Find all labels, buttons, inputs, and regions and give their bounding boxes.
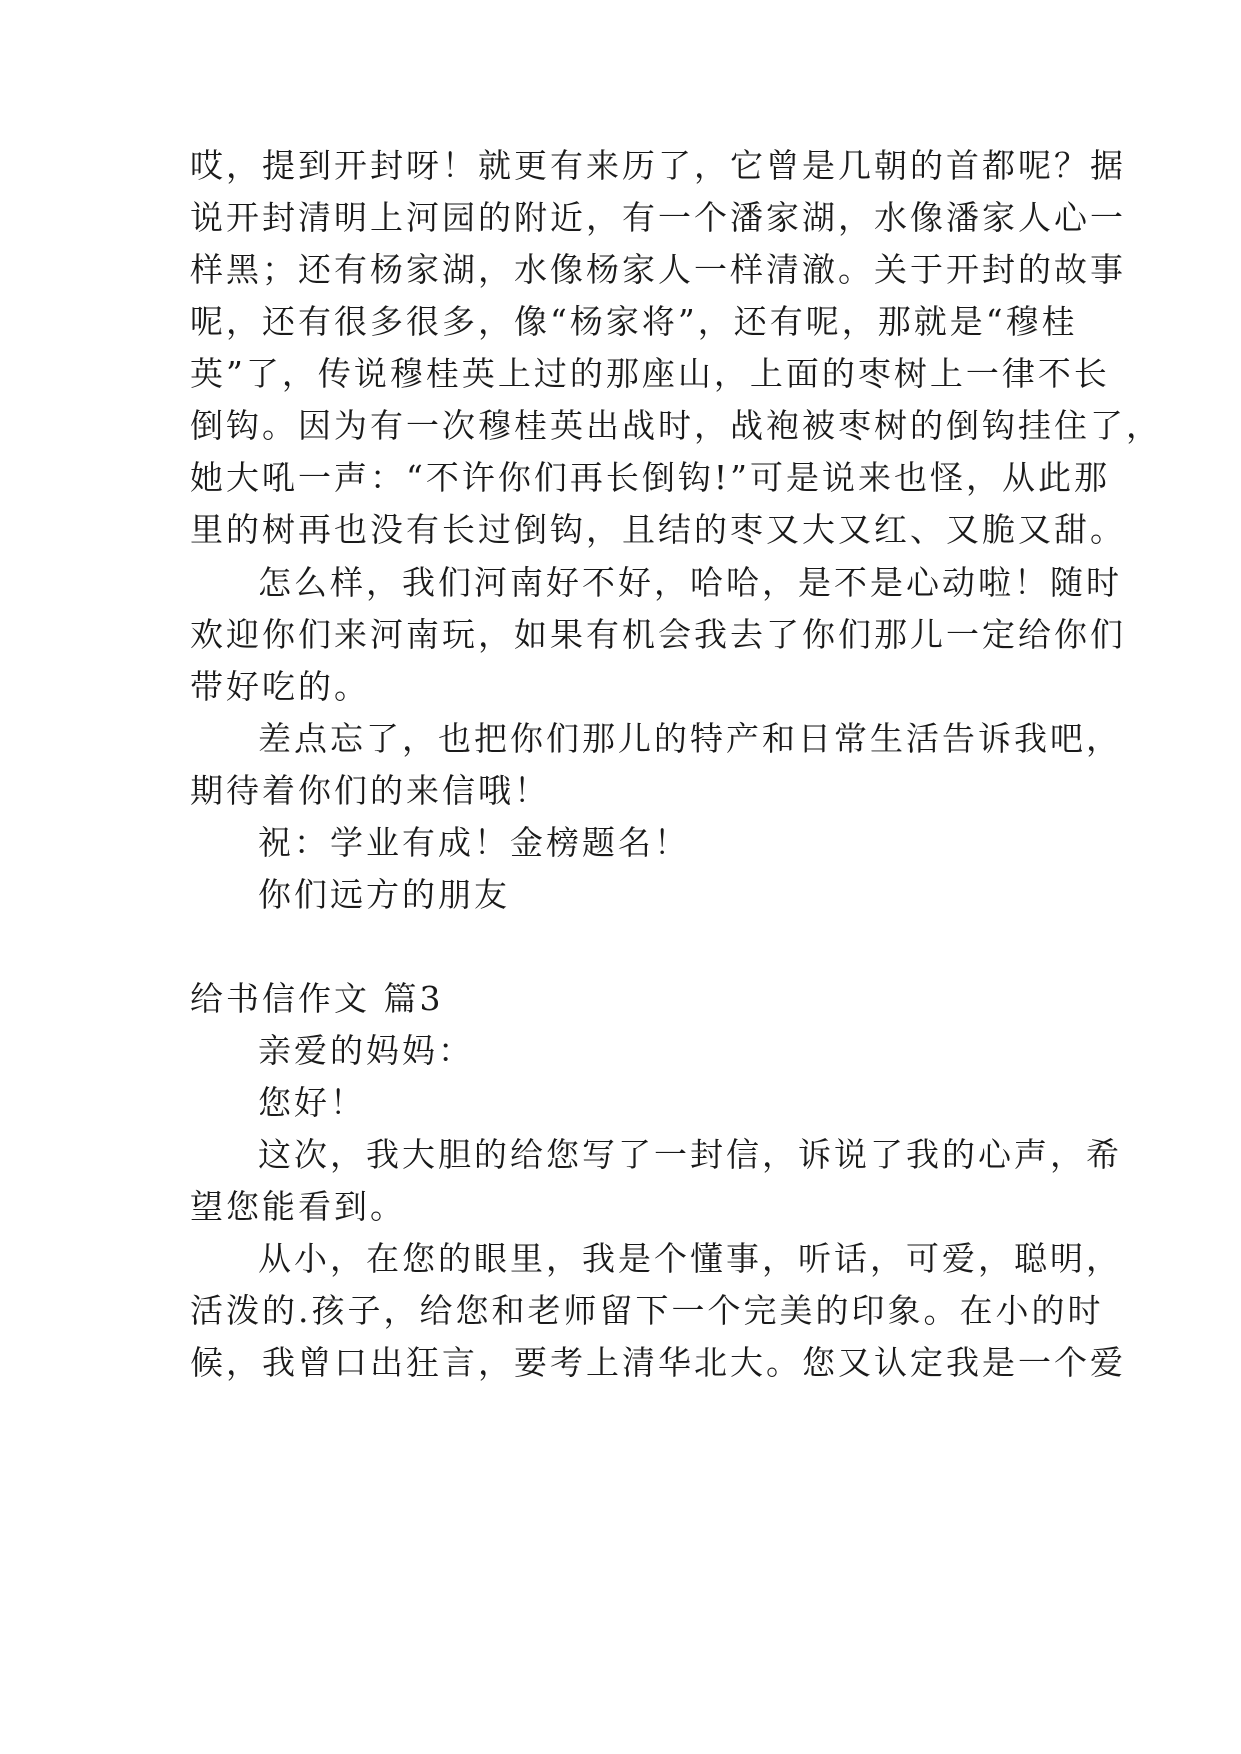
text-line: 亲爱的妈妈： bbox=[258, 1031, 474, 1070]
text-line: 里的树再也没有长过倒钩，且结的枣又大又红、又脆又甜。 bbox=[190, 510, 1126, 549]
text-line: 怎么样，我们河南好不好，哈哈，是不是心动啦！随时 bbox=[258, 563, 1122, 602]
text-line: 活泼的.孩子，给您和老师留下一个完美的印象。在小的时 bbox=[190, 1291, 1104, 1330]
text-line: 这次，我大胆的给您写了一封信，诉说了我的心声，希 bbox=[258, 1135, 1122, 1174]
text-line: 望您能看到。 bbox=[190, 1187, 406, 1226]
section-heading: 给书信作文 篇3 bbox=[190, 979, 444, 1018]
text-line: 你们远方的朋友 bbox=[258, 875, 510, 914]
text-line: 英”了，传说穆桂英上过的那座山，上面的枣树上一律不长 bbox=[190, 354, 1110, 393]
text-line: 从小，在您的眼里，我是个懂事，听话，可爱，聪明， bbox=[258, 1239, 1122, 1278]
text-line: 欢迎你们来河南玩，如果有机会我去了你们那儿一定给你们 bbox=[190, 615, 1126, 654]
text-line: 您好！ bbox=[258, 1083, 366, 1122]
text-line: 候，我曾口出狂言，要考上清华北大。您又认定我是一个爱 bbox=[190, 1343, 1126, 1382]
text-line: 期待着你们的来信哦！ bbox=[190, 771, 550, 810]
text-line: 差点忘了，也把你们那儿的特产和日常生活告诉我吧， bbox=[258, 719, 1122, 758]
text-line: 呢，还有很多很多，像“杨家将”，还有呢，那就是“穆桂 bbox=[190, 302, 1078, 341]
text-line: 祝：学业有成！金榜题名！ bbox=[258, 823, 690, 862]
text-line: 她大吼一声：“不许你们再长倒钩!”可是说来也怪，从此那 bbox=[190, 458, 1111, 497]
text-line: 倒钩。因为有一次穆桂英出战时，战袍被枣树的倒钩挂住了， bbox=[190, 406, 1162, 445]
text-line: 哎，提到开封呀！就更有来历了，它曾是几朝的首都呢？据 bbox=[190, 146, 1126, 185]
text-line: 说开封清明上河园的附近，有一个潘家湖，水像潘家人心一 bbox=[190, 198, 1126, 237]
text-line: 带好吃的。 bbox=[190, 667, 370, 706]
text-line: 样黑；还有杨家湖，水像杨家人一样清澈。关于开封的故事 bbox=[190, 250, 1126, 289]
